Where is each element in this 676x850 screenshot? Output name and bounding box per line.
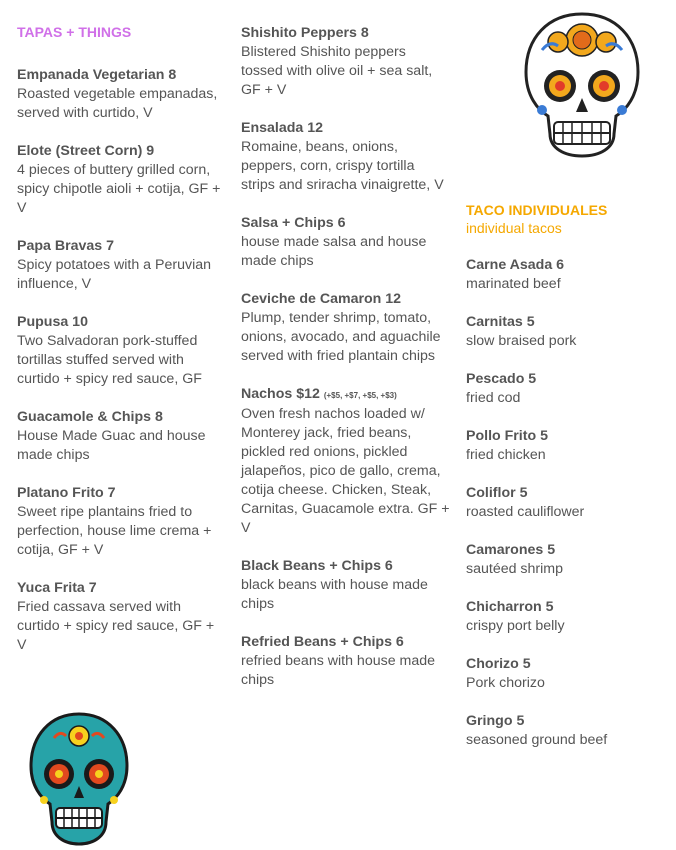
item-desc: sautéed shrimp	[466, 561, 563, 577]
item-desc: House Made Guac and house made chips	[17, 428, 206, 463]
tapas-column	[17, 24, 227, 674]
item-desc: fried cod	[466, 390, 521, 406]
item-name: Refried Beans + Chips 6	[241, 634, 404, 650]
item-desc: Roasted vegetable empanadas, served with curtido, V	[17, 86, 218, 121]
item	[466, 256, 666, 294]
item-name: Carne Asada 6	[466, 257, 565, 273]
item-name: Camarones 5	[466, 542, 556, 558]
item	[241, 24, 451, 100]
item-name: Chorizo 5	[466, 656, 531, 672]
item-desc: roasted cauliflower	[466, 504, 585, 520]
item	[466, 598, 666, 636]
item-desc: Sweet ripe plantains fried to perfection, house lime crema + cotija, GF + V	[17, 504, 212, 558]
item-desc: house made salsa and house made chips	[241, 234, 427, 269]
item-name: Elote (Street Corn) 9	[17, 143, 155, 159]
item	[17, 313, 227, 389]
item	[466, 370, 666, 408]
item	[466, 712, 666, 750]
item-desc: Fried cassava served with curtido + spicy red sauce, GF + V	[17, 599, 215, 653]
item	[466, 541, 666, 579]
item-name: Pupusa 10	[17, 314, 88, 330]
item-name: Papa Bravas 7	[17, 238, 115, 254]
item	[17, 484, 227, 560]
item-name: Carnitas 5	[466, 314, 535, 330]
tacos-column	[466, 202, 666, 769]
section-title-tacos: TACO INDIVIDUALES	[466, 202, 608, 218]
item	[241, 385, 451, 538]
item-desc: Blistered Shishito peppers tossed with olive oil + sea salt, GF + V	[241, 44, 433, 98]
item-desc: marinated beef	[466, 276, 561, 292]
item	[466, 484, 666, 522]
item-name: Ceviche de Camaron 12	[241, 291, 402, 307]
item-name: Gringo 5	[466, 713, 525, 729]
item-name: Shishito Peppers 8	[241, 25, 369, 41]
section-title-tapas: TAPAS + THINGS	[17, 24, 132, 40]
item-desc: seasoned ground beef	[466, 732, 608, 748]
sugar-skull-icon	[520, 10, 644, 160]
item-name: Platano Frito 7	[17, 485, 116, 501]
item-desc: Romaine, beans, onions, peppers, corn, crispy tortilla strips and sriracha vinaigrette, V	[241, 139, 444, 193]
item	[466, 655, 666, 693]
item-name: Coliflor 5	[466, 485, 528, 501]
item-desc: slow braised pork	[466, 333, 577, 349]
item-name: Salsa + Chips 6	[241, 215, 346, 231]
item-name: Yuca Frita 7	[17, 580, 97, 596]
item-name: Empanada Vegetarian 8	[17, 67, 177, 83]
item-name-nachos	[241, 385, 451, 405]
item-name: Ensalada 12	[241, 120, 324, 136]
item	[241, 119, 451, 195]
item	[17, 408, 227, 465]
dishes-column	[241, 24, 451, 709]
item-desc: 4 pieces of buttery grilled corn, spicy chipotle aioli + cotija, GF + V	[17, 162, 221, 216]
item	[241, 633, 451, 690]
item-desc: fried chicken	[466, 447, 546, 463]
item	[17, 579, 227, 655]
item-name: Pollo Frito 5	[466, 428, 548, 444]
item-name: Black Beans + Chips 6	[241, 558, 393, 574]
item-desc: refried beans with house made chips	[241, 653, 436, 688]
item-name: Chicharron 5	[466, 599, 554, 615]
item-desc: Plump, tender shrimp, tomato, onions, avocado, and aguachile served with fried plantain chips	[241, 310, 441, 364]
item-name: Nachos $12	[241, 386, 320, 402]
item	[17, 142, 227, 218]
item-desc: black beans with house made chips	[241, 577, 428, 612]
item	[241, 290, 451, 366]
item	[241, 557, 451, 614]
item-desc: crispy port belly	[466, 618, 565, 634]
item-name: Guacamole & Chips 8	[17, 409, 163, 425]
item	[466, 313, 666, 351]
item-desc: Two Salvadoran pork-stuffed tortillas stuffed served with curtido + spicy red sauce, GF	[17, 333, 202, 387]
item-desc: Spicy potatoes with a Peruvian influence, V	[17, 257, 212, 292]
sugar-skull-icon	[26, 710, 132, 846]
item	[466, 427, 666, 465]
item-desc: Oven fresh nachos loaded w/ Monterey jack, fried beans, pickled red onions, pickled jalapeños, pico de gallo, crema, cotija cheese. Chicken, Steak, Carnitas, Guacamole extra. GF + V	[241, 406, 450, 536]
item-price-extras: (+$5, +$7, +$5, +$3)	[323, 391, 397, 400]
item-name: Pescado 5	[466, 371, 537, 387]
section-subtitle-tacos: individual tacos	[466, 220, 562, 236]
item	[17, 66, 227, 123]
item	[17, 237, 227, 294]
item-desc: Pork chorizo	[466, 675, 545, 691]
item	[241, 214, 451, 271]
